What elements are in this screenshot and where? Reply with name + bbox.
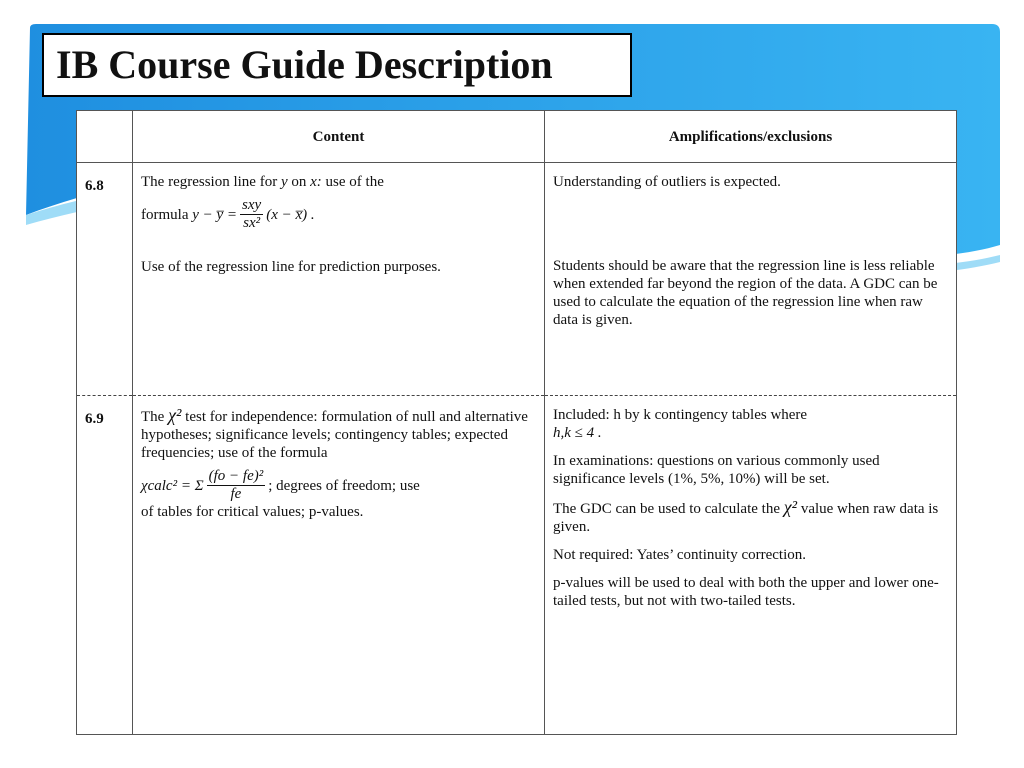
- fraction-denominator: sx²: [243, 215, 261, 231]
- content-paragraph: Use of the regression line for prediction purposes.: [141, 259, 441, 275]
- chi-squared-symbol: χ²: [168, 405, 182, 425]
- content-text: The regression line for: [141, 174, 278, 190]
- content-text: The: [141, 409, 165, 425]
- topic-number: 6.8: [77, 163, 133, 396]
- formula-rhs: (x − x̅) .: [266, 206, 315, 223]
- amplification-paragraph: Understanding of outliers is expected.: [553, 174, 781, 190]
- formula-fraction: [240, 197, 263, 232]
- content-text: ; degrees of freedom; use: [268, 477, 420, 494]
- content-cell: [133, 396, 545, 735]
- content-line: [141, 173, 536, 191]
- variable-x: x:: [310, 174, 322, 190]
- fraction-numerator: sxy: [242, 197, 262, 213]
- regression-formula: [141, 197, 536, 232]
- amplification-paragraph: p-values will be used to deal with both the upper and lower one-tailed tests, but not with two-tailed tests.: [553, 575, 939, 609]
- formula-lhs: y − y̅ =: [192, 206, 238, 223]
- content-text: on: [291, 174, 307, 190]
- header-number: [77, 111, 133, 163]
- topic-number: 6.9: [77, 396, 133, 735]
- amplification-paragraph: In examinations: questions on various commonly used significance levels (1%, 5%, 10%) will be set.: [553, 453, 880, 487]
- content-paragraph: [141, 406, 536, 462]
- amplification-text: The GDC can be used to calculate the: [553, 501, 780, 517]
- amplification-paragraph: [553, 406, 948, 442]
- slide-title: IB Course Guide Description: [42, 33, 632, 97]
- chi-squared-formula: [141, 468, 536, 503]
- table-header-row: [77, 111, 957, 163]
- variable-y: y: [280, 174, 288, 190]
- amplification-text: value when raw data is given.: [553, 501, 939, 535]
- formula-lhs: χcalc² = Σ: [141, 477, 204, 494]
- table-row: [77, 163, 957, 396]
- course-guide-table: [76, 110, 957, 735]
- amplification-text: h,k ≤ 4 .: [553, 425, 602, 441]
- header-amplifications: Amplifications/exclusions: [545, 111, 957, 163]
- fraction-numerator: (fo − fe)²: [208, 468, 264, 484]
- amplification-paragraph: Not required: Yates’ continuity correction.: [553, 547, 806, 563]
- formula-prefix: formula: [141, 206, 189, 223]
- amplification-paragraph: Students should be aware that the regression line is less reliable when extended far beyond the region of the data. A GDC can be used to calculate the equation of the regression line when raw data is given.: [553, 258, 938, 328]
- header-content: Content: [133, 111, 545, 163]
- content-text: use of the: [325, 174, 384, 190]
- content-cell: [133, 163, 545, 396]
- course-guide-table-wrapper: [76, 110, 956, 735]
- formula-fraction: [207, 468, 266, 503]
- amplifications-cell: [545, 396, 957, 735]
- table-row: [77, 396, 957, 735]
- fraction-denominator: fe: [230, 486, 242, 502]
- content-text: test for independence: formulation of null and alternative hypotheses; significance levels; contingency tables; expected frequencies; use of the formula: [141, 409, 528, 461]
- amplification-text: Included: h by k contingency tables where: [553, 407, 808, 423]
- amplification-paragraph: [553, 498, 948, 536]
- chi-squared-symbol: χ²: [783, 497, 798, 517]
- amplifications-cell: [545, 163, 957, 396]
- content-paragraph: of tables for critical values; p-values.: [141, 504, 364, 520]
